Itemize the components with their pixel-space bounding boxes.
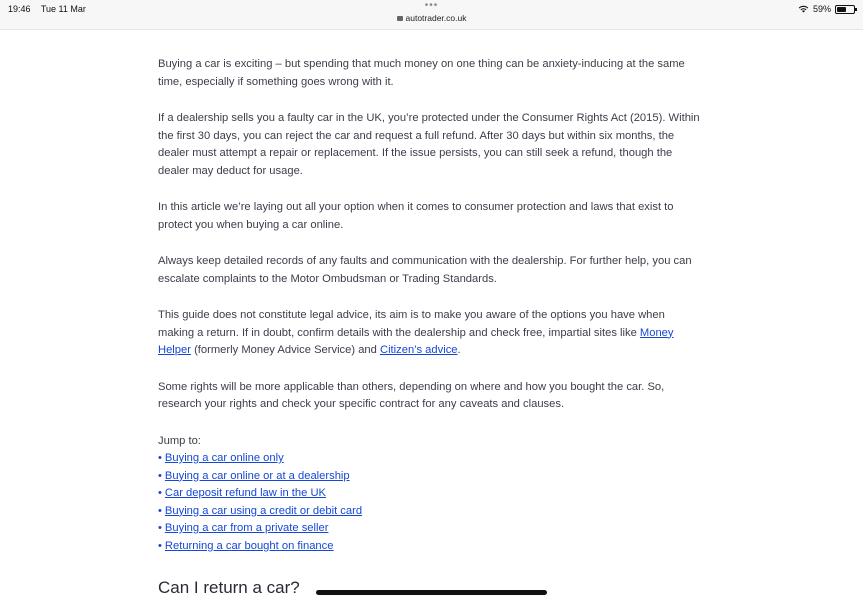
jump-link-deposit-refund[interactable]: Car deposit refund law in the UK bbox=[164, 487, 326, 499]
jump-item: • Buying a car from a private seller bbox=[158, 522, 329, 534]
section-heading: Can I return a car? bbox=[158, 578, 300, 597]
intro-paragraph: Buying a car is exciting – but spending that much money on one thing can be anxiety-inducing at the same time, especially if something goes wrong with it. bbox=[158, 58, 685, 88]
legal-advice-paragraph: This guide does not constitute legal advice, its aim is to make you aware of the options you have when making a return. If in doubt, confirm details with the dealership and check free, impartial sites like Money Helper (formerly Money Advice Service) and Citizen’s advice. bbox=[158, 309, 674, 356]
jump-link-online-only[interactable]: Buying a car online only bbox=[164, 452, 284, 464]
jump-link-private-seller[interactable]: Buying a car from a private seller bbox=[164, 522, 329, 534]
status-bar bbox=[0, 0, 863, 30]
jump-item: • Returning a car bought on finance bbox=[158, 539, 334, 552]
jump-link-finance[interactable]: Returning a car bought on finance bbox=[164, 539, 334, 552]
address-bar[interactable] bbox=[0, 2, 863, 23]
article-scope-paragraph: In this article we’re laying out all your option when it comes to consumer protection and laws that exist to protect you when buying a car online. bbox=[158, 201, 674, 231]
status-indicators bbox=[798, 4, 855, 14]
citizens-advice-link[interactable]: Citizen’s advice bbox=[379, 344, 458, 356]
jump-item: • Buying a car online or at a dealership bbox=[158, 469, 350, 482]
records-paragraph: Always keep detailed records of any faults and communication with the dealership. For further help, you can escalate complaints to the Motor Ombudsman or Trading Standards. bbox=[158, 255, 692, 285]
battery-percent: 59% bbox=[812, 4, 831, 14]
battery-icon bbox=[835, 5, 855, 14]
battery-fill bbox=[837, 7, 846, 12]
money-helper-link[interactable]: Money Helper bbox=[158, 326, 674, 356]
url-text[interactable]: autotrader.co.uk bbox=[405, 13, 467, 23]
wifi-icon bbox=[798, 5, 809, 13]
jump-link-credit-debit[interactable]: Buying a car using a credit or debit card bbox=[164, 504, 363, 517]
status-time: 19:46 bbox=[8, 4, 31, 14]
jump-item: • Buying a car using a credit or debit card bbox=[158, 504, 363, 517]
consumer-rights-paragraph: If a dealership sells you a faulty car in the UK, you’re protected under the Consumer Rights Act (2015). Within the first 30 days, you can reject the car and request a full refund. After 30 days but within six months, the dealer must attempt a repair or replacement. If the issue persists, you can still seek a refund, though the dealer may deduct for usage. bbox=[158, 112, 700, 177]
more-dots-icon[interactable]: ••• bbox=[424, 0, 439, 11]
jump-to-list bbox=[158, 450, 703, 555]
status-date: Tue 11 Mar bbox=[40, 4, 86, 14]
rights-paragraph: Some rights will be more applicable than others, depending on where and how you bought the car. So, research your rights and check your specific contract for any caveats and clauses. bbox=[158, 380, 665, 410]
article-body bbox=[158, 56, 703, 598]
lock-icon bbox=[397, 16, 403, 21]
home-indicator[interactable] bbox=[316, 590, 547, 595]
jump-link-online-or-dealership[interactable]: Buying a car online or at a dealership bbox=[164, 469, 350, 482]
jump-to-label: Jump to: bbox=[158, 434, 201, 447]
jump-item: • Buying a car online only bbox=[158, 452, 284, 464]
jump-item: • Car deposit refund law in the UK bbox=[158, 487, 326, 499]
